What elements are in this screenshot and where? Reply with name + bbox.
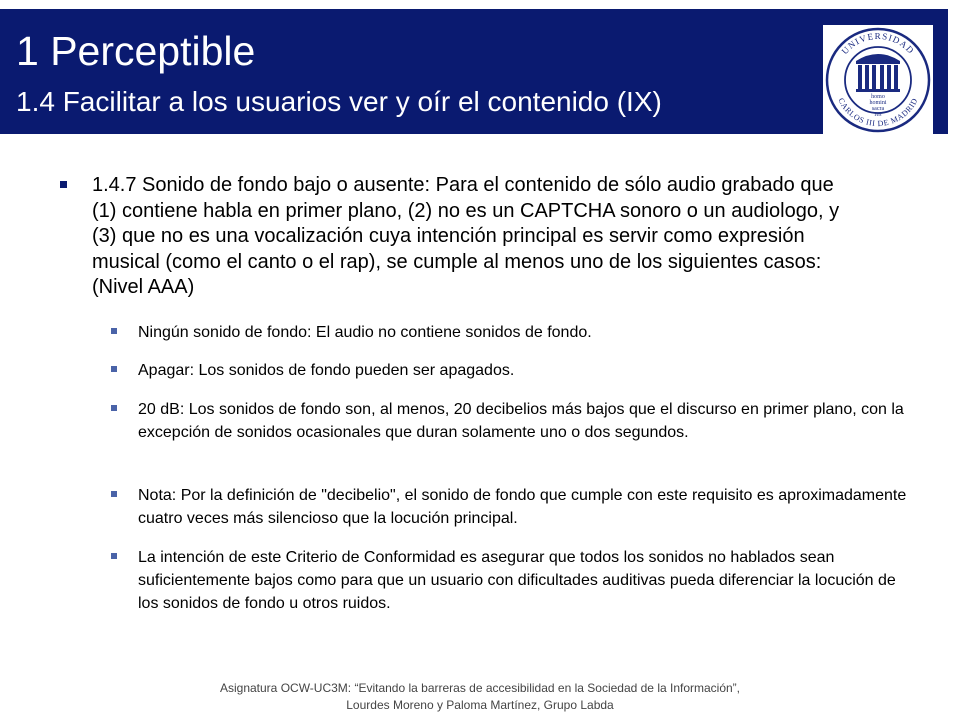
title-bar [0, 9, 948, 134]
motto-line-1: homo [871, 94, 885, 100]
bullet-square-icon [111, 328, 117, 334]
list-item: Apagar: Los sonidos de fondo pueden ser apagados. [138, 362, 515, 379]
footer [0, 680, 960, 714]
criterion-text: 1.4.7 Sonido de fondo bajo o ausente: Para el contenido de sólo audio grabado que (1) contiene habla en primer plano, (2) no es un CAPTCHA sonoro o un audiologo, y (3) que no es una vocalización cuya intención principal es servir como expresión musical (como el canto o el rap), se cumple al menos uno de los siguientes casos: (Nivel AAA) [92, 174, 840, 299]
footer-course-line: Asignatura OCW-UC3M: “Evitando la barreras de accesibilidad en la Sociedad de la Información”, [219, 681, 741, 695]
university-logo [823, 25, 933, 135]
motto-line-4: res [874, 112, 882, 118]
bullet-square-icon [111, 491, 117, 497]
seal-bottom-text: CARLOS III DE MADRID [836, 96, 920, 129]
columns-icon [856, 54, 900, 92]
footer-authors-line: Lourdes Moreno y Paloma Martínez, Grupo Labda [346, 698, 614, 712]
bullet-square-icon [60, 181, 67, 188]
list-item: Nota: Por la definición de "decibelio", el sonido de fondo que cumple con este requisito es aproximadamente cuatro veces más silencioso que la locución principal. [138, 487, 907, 527]
svg-text:UNIVERSIDAD [840, 31, 917, 56]
bullet-square-icon [111, 405, 117, 411]
list-item: La intención de este Criterio de Conformidad es asegurar que todos los sonidos no hablados sean suficientemente bajos como para que un usuario con dificultades auditivas pueda diferenciar la locución de los sonidos de fondo u otros ruidos. [138, 549, 896, 612]
seal-top-text: UNIVERSIDAD [839, 30, 917, 57]
bullet-square-icon [111, 553, 117, 559]
motto-line-2: homini [869, 100, 887, 106]
slide-title: 1 Perceptible [16, 28, 256, 74]
slide-subtitle: 1.4 Facilitar a los usuarios ver y oír el contenido (IX) [16, 86, 662, 117]
uc3m-seal-icon [823, 25, 933, 135]
list-item: Ningún sonido de fondo: El audio no contiene sonidos de fondo. [138, 324, 592, 341]
bullet-square-icon [111, 366, 117, 372]
motto-line-3: sacra [871, 106, 885, 112]
list-item: 20 dB: Los sonidos de fondo son, al menos, 20 decibelios más bajos que el discurso en primer plano, con la excepción de sonidos ocasionales que duran solamente uno o dos segundos. [138, 401, 904, 441]
